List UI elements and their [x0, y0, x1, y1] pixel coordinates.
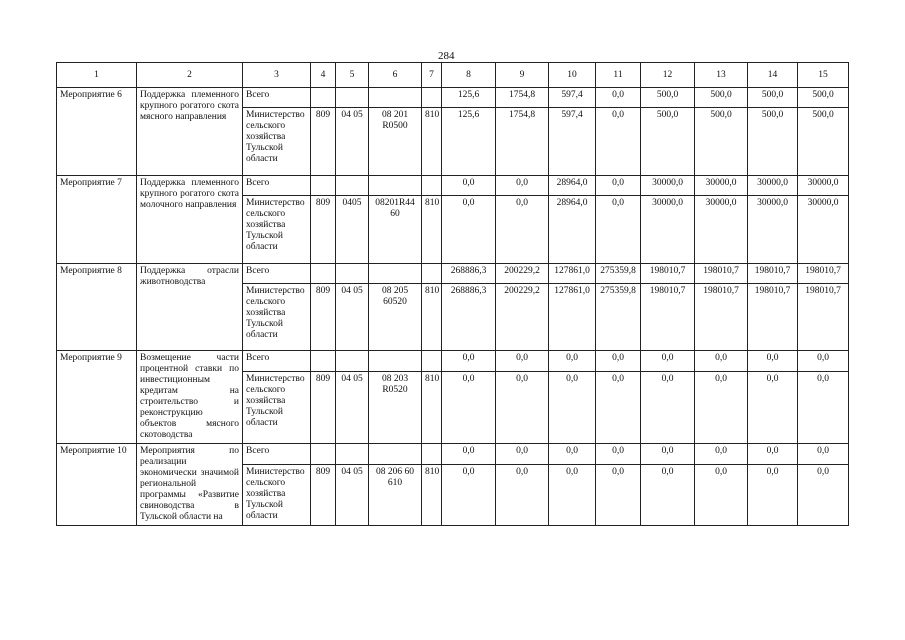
code-cell: 810 — [422, 464, 442, 526]
empty-cell — [369, 264, 422, 284]
table-row-total — [57, 444, 849, 465]
header-cell: 15 — [798, 63, 849, 88]
empty-cell — [311, 351, 336, 372]
code-cell: 0405 — [336, 196, 369, 264]
ministry-label-cell: Министерство сельского хозяйства Тульской области — [243, 284, 311, 351]
header-cell: 9 — [496, 63, 549, 88]
value-cell: 0,0 — [596, 88, 641, 108]
value-cell: 500,0 — [695, 88, 748, 108]
empty-cell — [369, 444, 422, 465]
table-row-total — [57, 351, 849, 372]
value-cell: 597,4 — [549, 88, 596, 108]
empty-cell — [311, 88, 336, 108]
header-cell: 14 — [748, 63, 798, 88]
event-cell: Мероприятие 8 — [57, 264, 137, 351]
value-cell: 0,0 — [596, 444, 641, 465]
empty-cell — [369, 88, 422, 108]
value-cell: 0,0 — [549, 444, 596, 465]
budget-table — [56, 62, 849, 526]
value-cell: 0,0 — [596, 464, 641, 526]
value-cell: 0,0 — [798, 464, 849, 526]
total-label-cell: Всего — [243, 444, 311, 465]
value-cell: 198010,7 — [641, 264, 695, 284]
header-cell: 2 — [137, 63, 243, 88]
code-cell: 04 05 — [336, 108, 369, 176]
code-cell: 04 05 — [336, 464, 369, 526]
code-cell: 809 — [311, 284, 336, 351]
header-cell: 12 — [641, 63, 695, 88]
page-number: 284 — [438, 50, 455, 62]
value-cell: 0,0 — [748, 464, 798, 526]
code-cell: 08 203 R0520 — [369, 371, 422, 443]
value-cell: 30000,0 — [798, 196, 849, 264]
value-cell: 0,0 — [596, 351, 641, 372]
value-cell: 275359,8 — [596, 284, 641, 351]
value-cell: 500,0 — [641, 88, 695, 108]
value-cell: 0,0 — [695, 371, 748, 443]
header-cell: 1 — [57, 63, 137, 88]
code-cell: 08201R44 60 — [369, 196, 422, 264]
value-cell: 127861,0 — [549, 264, 596, 284]
ministry-label-cell: Министерство сельского хозяйства Тульской области — [243, 464, 311, 526]
code-cell: 04 05 — [336, 284, 369, 351]
event-cell: Мероприятие 10 — [57, 444, 137, 526]
value-cell: 0,0 — [442, 444, 496, 465]
value-cell: 28964,0 — [549, 176, 596, 196]
value-cell: 0,0 — [596, 176, 641, 196]
total-label-cell: Всего — [243, 351, 311, 372]
code-cell: 809 — [311, 108, 336, 176]
value-cell: 198010,7 — [748, 284, 798, 351]
total-label-cell: Всего — [243, 264, 311, 284]
value-cell: 0,0 — [641, 444, 695, 465]
event-cell: Мероприятие 6 — [57, 88, 137, 176]
ministry-label-cell: Министерство сельского хозяйства Тульской области — [243, 108, 311, 176]
empty-cell — [422, 88, 442, 108]
value-cell: 0,0 — [641, 464, 695, 526]
value-cell: 198010,7 — [695, 264, 748, 284]
code-cell: 810 — [422, 371, 442, 443]
empty-cell — [336, 444, 369, 465]
value-cell: 0,0 — [798, 371, 849, 443]
value-cell: 198010,7 — [798, 264, 849, 284]
header-cell: 13 — [695, 63, 748, 88]
value-cell: 0,0 — [442, 464, 496, 526]
event-cell: Мероприятие 7 — [57, 176, 137, 264]
header-cell: 7 — [422, 63, 442, 88]
value-cell: 198010,7 — [748, 264, 798, 284]
value-cell: 0,0 — [496, 196, 549, 264]
value-cell: 0,0 — [442, 371, 496, 443]
value-cell: 0,0 — [496, 444, 549, 465]
value-cell: 0,0 — [496, 351, 549, 372]
value-cell: 0,0 — [695, 464, 748, 526]
empty-cell — [336, 351, 369, 372]
table-row-total — [57, 88, 849, 108]
code-cell: 810 — [422, 108, 442, 176]
empty-cell — [336, 176, 369, 196]
value-cell: 30000,0 — [695, 176, 748, 196]
header-cell: 5 — [336, 63, 369, 88]
event-name-cell: Поддержка отрасли животноводства — [137, 264, 243, 351]
table-row-total — [57, 176, 849, 196]
value-cell: 0,0 — [549, 351, 596, 372]
value-cell: 268886,3 — [442, 264, 496, 284]
code-cell: 809 — [311, 196, 336, 264]
table-row-total — [57, 264, 849, 284]
value-cell: 0,0 — [549, 464, 596, 526]
ministry-label-cell: Министерство сельского хозяйства Тульской области — [243, 196, 311, 264]
header-row — [57, 63, 849, 88]
value-cell: 0,0 — [596, 108, 641, 176]
value-cell: 200229,2 — [496, 284, 549, 351]
header-cell: 4 — [311, 63, 336, 88]
code-cell: 810 — [422, 284, 442, 351]
value-cell: 1754,8 — [496, 88, 549, 108]
value-cell: 0,0 — [748, 371, 798, 443]
event-cell: Мероприятие 9 — [57, 351, 137, 444]
header-cell: 10 — [549, 63, 596, 88]
value-cell: 0,0 — [641, 371, 695, 443]
ministry-label-cell: Министерство сельского хозяйства Тульской области — [243, 371, 311, 443]
value-cell: 0,0 — [798, 444, 849, 465]
empty-cell — [311, 264, 336, 284]
value-cell: 0,0 — [641, 351, 695, 372]
empty-cell — [369, 351, 422, 372]
empty-cell — [422, 176, 442, 196]
value-cell: 30000,0 — [641, 176, 695, 196]
empty-cell — [422, 264, 442, 284]
value-cell: 0,0 — [748, 444, 798, 465]
value-cell: 268886,3 — [442, 284, 496, 351]
header-cell: 3 — [243, 63, 311, 88]
header-cell: 11 — [596, 63, 641, 88]
value-cell: 275359,8 — [596, 264, 641, 284]
value-cell: 0,0 — [442, 351, 496, 372]
value-cell: 0,0 — [748, 351, 798, 372]
code-cell: 08 206 60 610 — [369, 464, 422, 526]
empty-cell — [311, 176, 336, 196]
value-cell: 1754,8 — [496, 108, 549, 176]
value-cell: 0,0 — [695, 351, 748, 372]
value-cell: 198010,7 — [641, 284, 695, 351]
total-label-cell: Всего — [243, 176, 311, 196]
code-cell: 809 — [311, 371, 336, 443]
value-cell: 125,6 — [442, 108, 496, 176]
value-cell: 0,0 — [442, 176, 496, 196]
value-cell: 0,0 — [496, 464, 549, 526]
code-cell: 809 — [311, 464, 336, 526]
value-cell: 30000,0 — [641, 196, 695, 264]
event-name-cell: Мероприятия по реализации экономически значимой региональной программы «Развитие свиноводства в Тульской области на — [137, 444, 243, 526]
header-cell: 6 — [369, 63, 422, 88]
value-cell: 597,4 — [549, 108, 596, 176]
value-cell: 500,0 — [798, 88, 849, 108]
value-cell: 500,0 — [748, 88, 798, 108]
event-name-cell: Поддержка племенного крупного рогатого скота молочного направления — [137, 176, 243, 264]
total-label-cell: Всего — [243, 88, 311, 108]
empty-cell — [311, 444, 336, 465]
value-cell: 500,0 — [695, 108, 748, 176]
value-cell: 30000,0 — [748, 176, 798, 196]
empty-cell — [422, 444, 442, 465]
header-cell: 8 — [442, 63, 496, 88]
value-cell: 500,0 — [798, 108, 849, 176]
empty-cell — [422, 351, 442, 372]
value-cell: 0,0 — [496, 176, 549, 196]
code-cell: 810 — [422, 196, 442, 264]
event-name-cell: Возмещение части процентной ставки по инвестиционным кредитам на строительство и реконструкцию объектов мясного скотоводства — [137, 351, 243, 444]
value-cell: 127861,0 — [549, 284, 596, 351]
value-cell: 0,0 — [549, 371, 596, 443]
value-cell: 500,0 — [641, 108, 695, 176]
code-cell: 08 201 R0500 — [369, 108, 422, 176]
value-cell: 198010,7 — [798, 284, 849, 351]
value-cell: 500,0 — [748, 108, 798, 176]
code-cell: 04 05 — [336, 371, 369, 443]
value-cell: 0,0 — [695, 444, 748, 465]
value-cell: 0,0 — [496, 371, 549, 443]
code-cell: 08 205 60520 — [369, 284, 422, 351]
value-cell: 0,0 — [596, 196, 641, 264]
empty-cell — [336, 264, 369, 284]
empty-cell — [336, 88, 369, 108]
event-name-cell: Поддержка племенного крупного рогатого скота мясного направления — [137, 88, 243, 176]
value-cell: 30000,0 — [748, 196, 798, 264]
value-cell: 30000,0 — [798, 176, 849, 196]
value-cell: 28964,0 — [549, 196, 596, 264]
value-cell: 0,0 — [596, 371, 641, 443]
value-cell: 200229,2 — [496, 264, 549, 284]
value-cell: 30000,0 — [695, 196, 748, 264]
value-cell: 198010,7 — [695, 284, 748, 351]
value-cell: 0,0 — [798, 351, 849, 372]
value-cell: 125,6 — [442, 88, 496, 108]
empty-cell — [369, 176, 422, 196]
value-cell: 0,0 — [442, 196, 496, 264]
